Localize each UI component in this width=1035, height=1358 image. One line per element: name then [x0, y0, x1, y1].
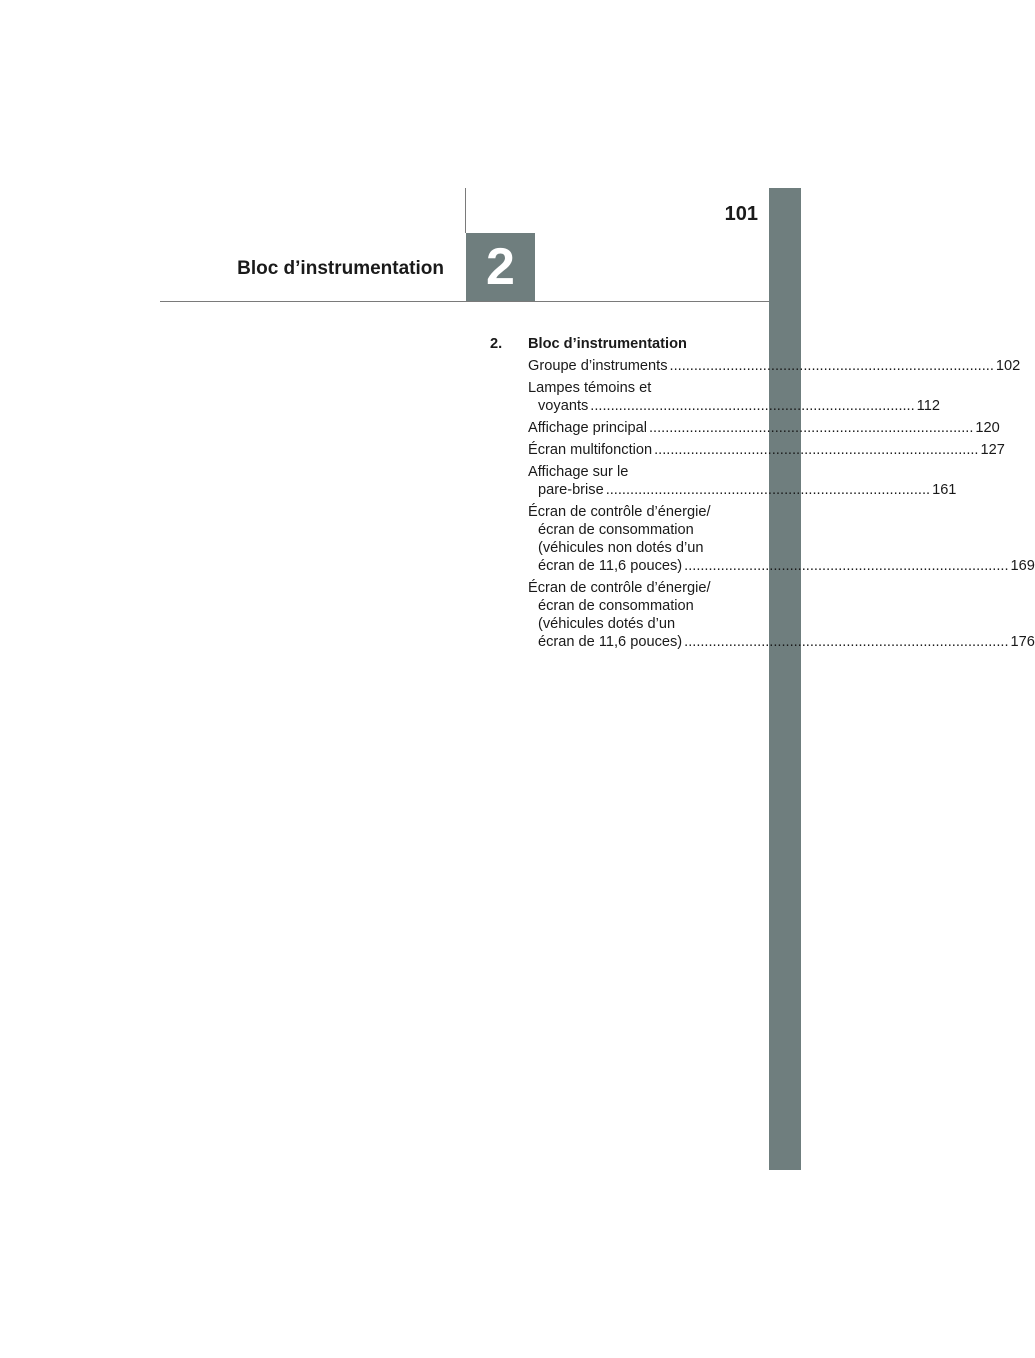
toc-entry[interactable]	[528, 441, 1005, 459]
chapter-number: 2	[486, 238, 515, 296]
header-divider-horizontal	[160, 301, 769, 302]
toc-entry-text: Écran de contrôle d’énergie/	[528, 504, 711, 520]
toc-entry-page: 112	[916, 398, 940, 414]
header-divider-vertical	[465, 188, 466, 233]
toc-leader-dots: ................................................................................	[605, 482, 931, 498]
toc-entry-last-line	[528, 357, 1021, 375]
toc-entry-page: 127	[980, 442, 1005, 458]
chapter-number-box	[466, 233, 535, 301]
toc-entry-page: 120	[975, 420, 1000, 436]
toc-entry-text: voyants	[538, 398, 589, 414]
chapter-thumb-tab	[769, 188, 801, 1170]
toc-entry-text: Affichage sur le	[528, 464, 629, 480]
toc-entry-text: (véhicules dotés d’un	[538, 616, 676, 632]
page-number: 101	[724, 203, 758, 225]
toc-entries	[490, 357, 1035, 651]
toc-leader-dots: ................................................................................	[669, 358, 994, 374]
toc-entry[interactable]	[528, 357, 1021, 375]
toc-chapter-number: 2.	[490, 336, 503, 352]
toc-heading	[490, 335, 740, 353]
section-title: Bloc d’instrumentation	[237, 258, 444, 279]
toc-entry-last-line	[528, 557, 1035, 575]
toc-entry[interactable]	[528, 419, 1000, 437]
toc-chapter-title: Bloc d’instrumentation	[528, 336, 687, 352]
toc-leader-dots: ................................................................................	[590, 398, 915, 414]
toc-entry-page: 161	[932, 482, 957, 498]
table-of-contents	[490, 335, 1035, 651]
toc-entry-last-line	[528, 441, 1005, 459]
toc-entry-last-line	[528, 633, 1035, 651]
toc-entry-page: 102	[995, 358, 1021, 374]
toc-entry-text: pare-brise	[538, 482, 604, 498]
toc-entry-last-line	[528, 481, 957, 499]
toc-entry-text: Groupe d’instruments	[528, 358, 668, 374]
toc-entry[interactable]	[528, 463, 957, 499]
toc-entry[interactable]	[528, 503, 1035, 575]
toc-entry-page: 169	[1010, 558, 1035, 574]
toc-entry-text: Écran de contrôle d’énergie/	[528, 580, 711, 596]
toc-entry[interactable]	[528, 579, 1035, 651]
toc-leader-dots: ................................................................................	[684, 634, 1009, 650]
toc-entry-text: Affichage principal	[528, 420, 647, 436]
toc-entry-last-line	[528, 419, 1000, 437]
toc-entry-text: Écran multifonction	[528, 442, 653, 458]
toc-entry-text: (véhicules non dotés d’un	[538, 540, 704, 556]
toc-entry-text: écran de consommation	[538, 522, 694, 538]
toc-leader-dots: ................................................................................	[654, 442, 979, 458]
toc-entry-page: 176	[1010, 634, 1035, 650]
toc-entry-text: Lampes témoins et	[528, 380, 652, 396]
toc-entry-text: écran de 11,6 pouces)	[538, 634, 683, 650]
toc-entry-text: écran de consommation	[538, 598, 694, 614]
toc-leader-dots: ................................................................................	[684, 558, 1009, 574]
toc-entry-last-line	[528, 397, 940, 415]
toc-leader-dots: ................................................................................	[649, 420, 974, 436]
toc-entry-text: écran de 11,6 pouces)	[538, 558, 683, 574]
toc-entry[interactable]	[528, 379, 940, 415]
